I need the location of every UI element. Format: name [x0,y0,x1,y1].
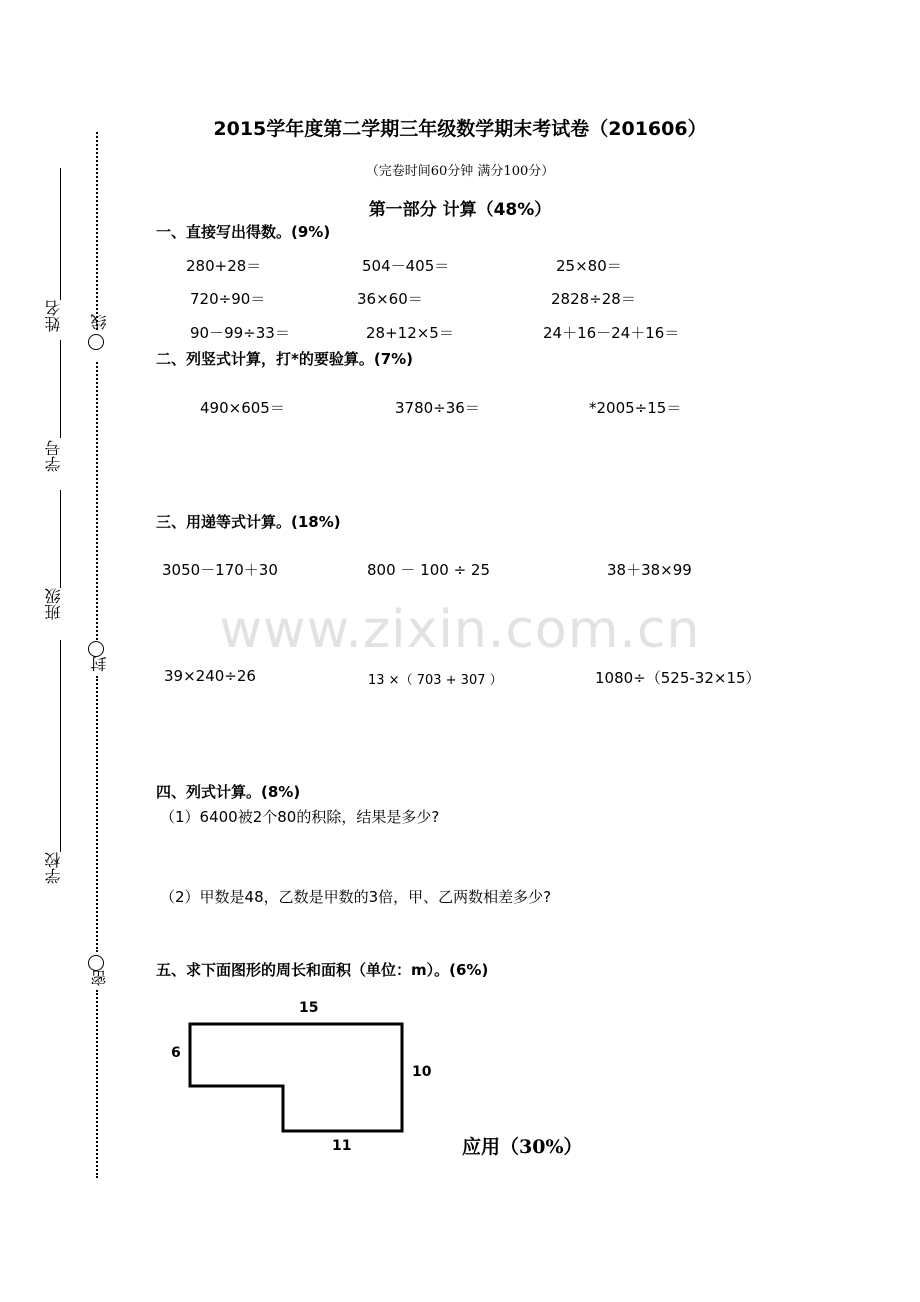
dimension-top: 15 [299,1000,319,1016]
page-title: 2015学年度第二学期三年级数学期末考试卷（201606） [213,118,707,140]
dimension-right: 10 [412,1064,432,1080]
section-1-heading: 一、直接写出得数。(9%) [156,223,331,241]
binding-circle [88,641,104,657]
student-id-label: 学号 [44,440,63,472]
part-two-heading: 应用（30%） [462,1136,583,1158]
problem: 490×605＝ [200,399,285,417]
school-blank-line [60,640,61,852]
problem: 28+12×5＝ [366,324,454,342]
binding-dotted-line [96,990,98,1178]
problem: 800 － 100 ÷ 25 [367,561,490,579]
school-label: 学校 [44,852,63,884]
name-label: 姓名 [44,300,63,332]
problem: 504－405＝ [362,257,450,275]
watermark: www.zixin.com.cn [219,600,701,660]
problem: 39×240÷26 [164,667,256,685]
section-5-heading: 五、求下面图形的周长和面积（单位：m）。(6%) [156,961,489,979]
dimension-left: 6 [171,1045,181,1061]
problem: 25×80＝ [556,257,622,275]
binding-dotted-line [96,676,98,952]
problem: *2005÷15＝ [589,399,682,417]
word-problem: （1）6400被2个80的积除，结果是多少? [160,808,440,826]
binding-dotted-line [96,132,98,330]
problem: 2828÷28＝ [551,290,636,308]
dimension-bottom: 11 [332,1138,352,1154]
binding-mark-mi: 密 [90,970,109,986]
l-shape-outline [190,1024,402,1131]
binding-circle [88,334,104,350]
problem: 13 ×（ 703 + 307 ） [368,673,503,688]
section-4-heading: 四、列式计算。(8%) [156,783,301,801]
problem: 3780÷36＝ [395,399,480,417]
binding-dotted-line [96,362,98,640]
section-3-heading: 三、用递等式计算。(18%) [156,513,341,531]
class-label: 班级 [44,588,63,620]
problem: 280+28＝ [186,257,262,275]
section-2-heading: 二、列竖式计算，打*的要验算。(7%) [156,350,414,368]
problem: 36×60＝ [357,290,423,308]
problem: 38＋38×99 [607,561,692,579]
binding-mark-xian: 线 [90,314,109,330]
problem: 1080÷（525-32×15） [595,669,761,687]
binding-circle [88,955,104,971]
problem: 24＋16－24＋16＝ [543,324,680,342]
problem: 720÷90＝ [190,290,266,308]
composite-shape-figure [180,1010,420,1170]
problem: 3050－170＋30 [162,561,278,579]
page-subtitle: （完卷时间60分钟 满分100分） [365,164,555,179]
class-blank-line [60,490,61,588]
binding-mark-feng: 封 [90,656,109,672]
name-blank-line [60,168,61,300]
problem: 90－99÷33＝ [190,324,290,342]
word-problem: （2）甲数是48，乙数是甲数的3倍，甲、乙两数相差多少? [160,888,552,906]
part-one-heading: 第一部分 计算（48%） [368,200,552,220]
student-id-blank-line [60,340,61,438]
